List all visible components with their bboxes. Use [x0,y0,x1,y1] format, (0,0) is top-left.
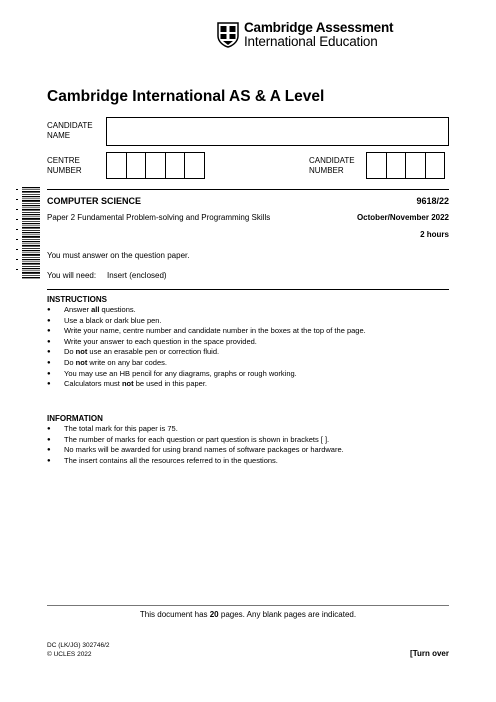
information-item: ● No marks will be awarded for using brand names of software packages or hardware. [47,445,449,456]
information-item: ● The insert contains all the resources referred to in the questions. [47,456,449,467]
centre-number-cell[interactable] [184,152,205,179]
instruction-item: ● Calculators must not be used in this paper. [47,379,449,390]
centre-number-label [47,156,82,176]
page-count-pre: This document has [139,610,210,619]
divider [47,289,449,290]
logo-line-1: Cambridge Assessment [244,20,394,35]
centre-number-cell[interactable] [106,152,127,179]
page-count-number: 20 [209,610,219,619]
centre-number-cell[interactable] [165,152,186,179]
candidate-name-label [47,121,93,141]
centre-number-cell[interactable] [145,152,166,179]
candidate-number-label-line1: CANDIDATE [309,156,355,165]
page-count-post: pages. Any blank pages are indicated. [218,610,357,619]
instruction-item: ● You may use an HB pencil for any diagrams, graphs or rough working. [47,369,449,380]
document-reference [47,641,110,659]
turn-over: [Turn over [410,649,449,658]
exam-duration: 2 hours [420,230,449,239]
candidate-number-cell[interactable] [386,152,407,179]
instruction-item: ● Write your answer to each question in the space provided. [47,337,449,348]
information-heading: INFORMATION [47,414,103,423]
candidate-number-cell[interactable] [405,152,426,179]
candidate-name-label-line2: NAME [47,131,71,140]
you-will-need-label: You will need: [47,271,97,280]
copyright: © UCLES 2022 [47,651,92,658]
candidate-number-cell[interactable] [425,152,446,179]
instruction-item: ● Do not write on any bar codes. [47,358,449,369]
centre-number-boxes[interactable] [107,152,205,179]
subject-name: COMPUTER SCIENCE [47,196,142,206]
instructions-heading: INSTRUCTIONS [47,295,107,304]
instruction-item: ● Write your name, centre number and candidate number in the boxes at the top of the page. [47,326,449,337]
organisation-name [244,21,393,49]
you-will-need-value: Insert (enclosed) [107,271,167,280]
divider [47,605,449,606]
answer-instruction: You must answer on the question paper. [47,251,190,260]
candidate-name-label-line1: CANDIDATE [47,121,93,130]
instructions-list [47,305,449,390]
exam-session: October/November 2022 [356,213,449,222]
qualification-title: Cambridge International AS & A Level [47,88,325,105]
candidate-number-label [309,156,355,176]
divider [47,189,449,190]
centre-number-label-line1: CENTRE [47,156,80,165]
logo-line-2: International Education [244,34,378,49]
centre-number-label-line2: NUMBER [47,166,82,175]
paper-code: 9618/22 [416,196,449,206]
page-count-note [47,610,449,620]
centre-number-cell[interactable] [126,152,147,179]
instruction-item: ● Use a black or dark blue pen. [47,316,449,327]
candidate-number-boxes[interactable] [367,152,445,179]
information-item: ● The total mark for this paper is 75. [47,424,449,435]
paper-description: Paper 2 Fundamental Problem-solving and Programming Skills [47,213,271,222]
barcode-icon [14,186,40,280]
candidate-number-label-line2: NUMBER [309,166,344,175]
candidate-number-cell[interactable] [366,152,387,179]
information-list [47,424,449,466]
information-item: ● The number of marks for each question or part question is shown in brackets [ ]. [47,435,449,446]
instruction-item: ● Do not use an erasable pen or correction fluid. [47,347,449,358]
dc-code: DC (LK/JG) 302746/2 [47,642,110,649]
instruction-item: ● Answer all questions. [47,305,449,316]
candidate-name-field[interactable] [106,117,449,146]
cambridge-shield-logo-icon [217,22,239,48]
